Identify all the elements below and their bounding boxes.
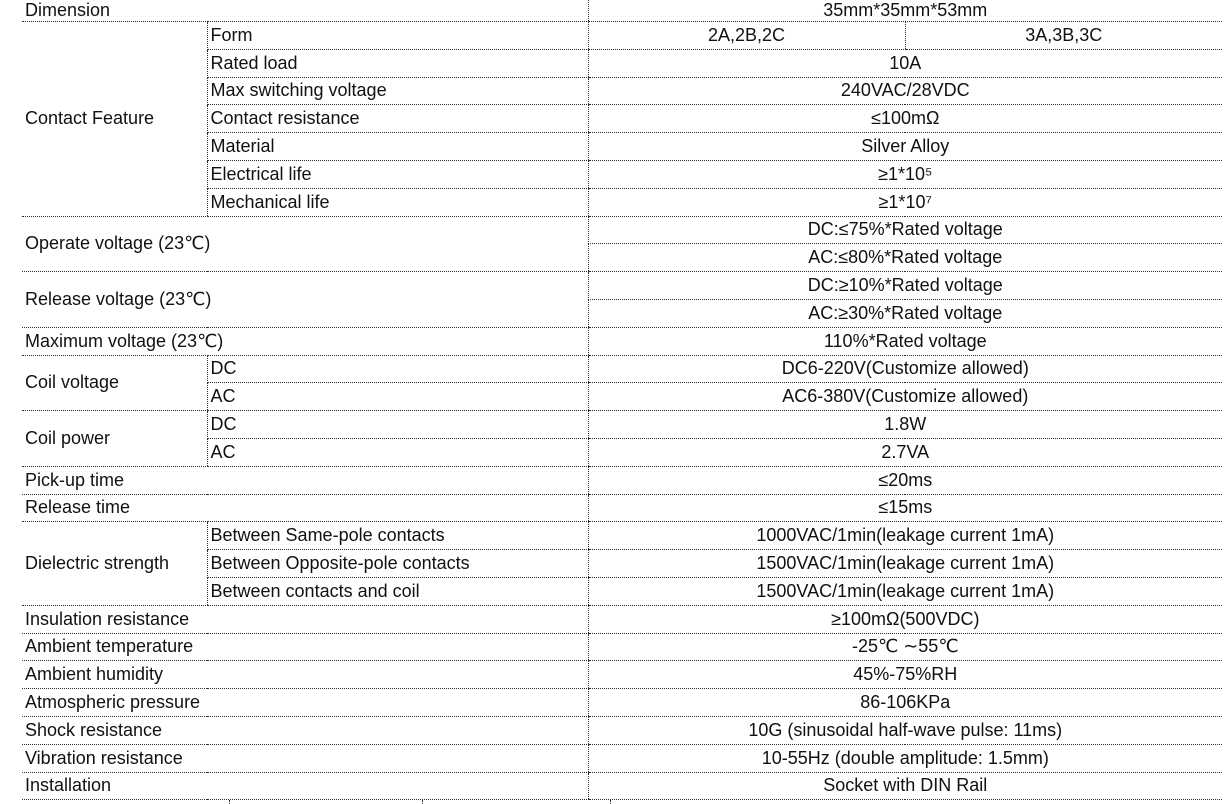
table-row [22, 772, 1222, 800]
rated-load-value: 10A [588, 49, 1222, 77]
operate-voltage-dc-value: DC:≤75%*Rated voltage [588, 216, 1222, 244]
operate-voltage-label: Operate voltage (23℃) [22, 216, 588, 272]
ambient-humidity-label: Ambient humidity [22, 661, 588, 689]
release-time-label: Release time [22, 494, 588, 522]
table-row [22, 216, 1222, 244]
contact-resistance-label: Contact resistance [207, 105, 588, 133]
coil-voltage-dc-value: DC6-220V(Customize allowed) [588, 355, 1222, 383]
cutoff-row-divider [422, 800, 423, 804]
pick-up-time-label: Pick-up time [22, 466, 588, 494]
pick-up-time-value: ≤20ms [588, 466, 1222, 494]
table-row [22, 0, 1222, 22]
table-row [22, 327, 1222, 355]
opposite-pole-label: Between Opposite-pole contacts [207, 550, 588, 578]
mechanical-life-value: ≥1*10⁷ [588, 188, 1222, 216]
release-voltage-label: Release voltage (23℃) [22, 272, 588, 328]
insulation-resistance-value: ≥100mΩ(500VDC) [588, 605, 1222, 633]
cutoff-row-divider [610, 800, 611, 804]
table-row [22, 633, 1222, 661]
electrical-life-label: Electrical life [207, 160, 588, 188]
table-row [22, 605, 1222, 633]
ambient-humidity-value: 45%-75%RH [588, 661, 1222, 689]
dimension-value: 35mm*35mm*53mm [588, 0, 1222, 22]
table-row [22, 661, 1222, 689]
material-label: Material [207, 133, 588, 161]
release-voltage-ac-value: AC:≥30%*Rated voltage [588, 299, 1222, 327]
table-row [22, 355, 1222, 383]
maximum-voltage-value: 110%*Rated voltage [588, 327, 1222, 355]
table-row [22, 494, 1222, 522]
ambient-temperature-label: Ambient temperature [22, 633, 588, 661]
installation-value: Socket with DIN Rail [588, 772, 1222, 800]
contacts-coil-value: 1500VAC/1min(leakage current 1mA) [588, 577, 1222, 605]
same-pole-label: Between Same-pole contacts [207, 522, 588, 550]
max-switching-voltage-label: Max switching voltage [207, 77, 588, 105]
atmospheric-pressure-value: 86-106KPa [588, 689, 1222, 717]
coil-power-label: Coil power [22, 411, 207, 467]
vibration-resistance-label: Vibration resistance [22, 744, 588, 772]
coil-voltage-dc-label: DC [207, 355, 588, 383]
coil-power-ac-value: 2.7VA [588, 438, 1222, 466]
installation-label: Installation [22, 772, 588, 800]
max-switching-voltage-value: 240VAC/28VDC [588, 77, 1222, 105]
table-row [22, 411, 1222, 439]
table-row [22, 22, 1222, 50]
coil-power-dc-label: DC [207, 411, 588, 439]
mechanical-life-label: Mechanical life [207, 188, 588, 216]
dielectric-strength-label: Dielectric strength [22, 522, 207, 605]
material-value: Silver Alloy [588, 133, 1222, 161]
contact-feature-label: Contact Feature [22, 22, 207, 217]
table-row [22, 689, 1222, 717]
contact-resistance-value: ≤100mΩ [588, 105, 1222, 133]
relay-spec-table [22, 0, 1222, 800]
table-row [22, 744, 1222, 772]
opposite-pole-value: 1500VAC/1min(leakage current 1mA) [588, 550, 1222, 578]
table-row [22, 466, 1222, 494]
release-time-value: ≤15ms [588, 494, 1222, 522]
dimension-label: Dimension [22, 0, 588, 22]
coil-voltage-label: Coil voltage [22, 355, 207, 411]
table-row [22, 272, 1222, 300]
atmospheric-pressure-label: Atmospheric pressure [22, 689, 588, 717]
maximum-voltage-label: Maximum voltage (23℃) [22, 327, 588, 355]
coil-voltage-ac-value: AC6-380V(Customize allowed) [588, 383, 1222, 411]
table-row [22, 522, 1222, 550]
shock-resistance-label: Shock resistance [22, 716, 588, 744]
form-value-left: 2A,2B,2C [588, 22, 905, 50]
shock-resistance-value: 10G (sinusoidal half-wave pulse: 11ms) [588, 716, 1222, 744]
form-value-right: 3A,3B,3C [905, 22, 1222, 50]
operate-voltage-ac-value: AC:≤80%*Rated voltage [588, 244, 1222, 272]
coil-power-dc-value: 1.8W [588, 411, 1222, 439]
cutoff-row-divider [229, 800, 230, 804]
contacts-coil-label: Between contacts and coil [207, 577, 588, 605]
coil-power-ac-label: AC [207, 438, 588, 466]
ambient-temperature-value: -25℃ ∼55℃ [588, 633, 1222, 661]
same-pole-value: 1000VAC/1min(leakage current 1mA) [588, 522, 1222, 550]
insulation-resistance-label: Insulation resistance [22, 605, 588, 633]
coil-voltage-ac-label: AC [207, 383, 588, 411]
rated-load-label: Rated load [207, 49, 588, 77]
vibration-resistance-value: 10-55Hz (double amplitude: 1.5mm) [588, 744, 1222, 772]
table-row [22, 716, 1222, 744]
release-voltage-dc-value: DC:≥10%*Rated voltage [588, 272, 1222, 300]
electrical-life-value: ≥1*10⁵ [588, 160, 1222, 188]
form-label: Form [207, 22, 588, 50]
